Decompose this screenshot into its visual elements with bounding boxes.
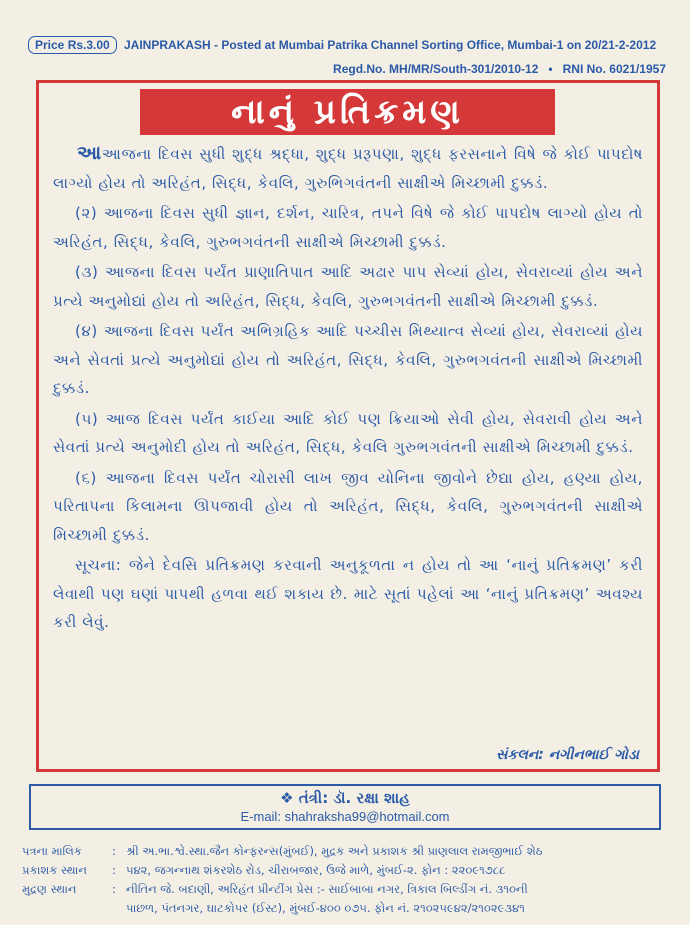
footer-row-printing-place-cont bbox=[22, 899, 672, 918]
drop-cap: આ bbox=[77, 142, 102, 164]
footer-value: પાછળ, પંતનગર, ઘાટકોપર (ઈસ્ટ), મુંબઈ-૪૦૦ ૦૭૫. ફોન નં. ૨૧૦૨૫૯૪૨/૨૧૦૨૯૩૪૧ bbox=[126, 901, 525, 915]
footer-value: શ્રી અ.ભા.શ્વે.સ્થા.જૈન કોન્ફરન્સ(મુંબઈ), મુદ્રક અને પ્રકાશક શ્રી પ્રાણલાલ રામજીભાઈ શેઠ bbox=[126, 844, 543, 858]
masthead bbox=[0, 0, 690, 80]
paragraph-3: (૩) આજના દિવસ પર્યંત પ્રાણાતિપાત આદિ અઢાર પાપ સેવ્યાં હોય, સેવરાવ્યાં હોય અને પ્રત્યે અનુમોદ્યાં હોય તો અરિહંત, સિદ્ધ, કેવલિ, ગુરુભગવંતની સાક્ષીએ મિચ્છામી દુક્કડં. bbox=[53, 263, 643, 310]
footer-label: પત્રના માલિક bbox=[22, 844, 82, 858]
editor-box bbox=[29, 784, 661, 830]
paragraph-6: (૬) આજના દિવસ પર્યંત ચોરાસી લાખ જીવ યોનિના જીવોને છેદ્યા હોય, હણ્યા હોય, પરિતાપના કિલામના ઊપજાવી હોય તો અરિહંત, સિદ્ધ, કેવલિ, ગુરુભગવંતની સાક્ષીએ મિચ્છામી દુક્કડં. bbox=[53, 468, 643, 544]
paragraph-4: (૪) આજના દિવસ પર્યંત અભિગ્રહિક આદિ પચ્ચીસ મિથ્યાત્વ સેવ્યાં હોય, સેવરાવ્યાં હોય અને સેવતાં પ્રત્યે અનુમોદ્યાં હોય તો અરિહંત, સિદ્ધ, કેવલિ, ગુરુભગવંતની સાક્ષીએ મિચ્છામી દુક્કડં. bbox=[53, 322, 643, 397]
editor-email-line bbox=[31, 808, 659, 826]
notice-paragraph: સૂચના: જેને દેવસિ પ્રતિક્રમણ કરવાની અનુકૂળતા ન હોય તો આ ‘નાનું પ્રતિક્રમણ’ કરી લેવાથી પણ ઘણાં પાપથી હળવા થઈ શકાય છે. માટે સૂતાં પહેલાં આ ‘નાનું પ્રતિક્રમણ’ અવશ્ય કરી લેવું. bbox=[53, 556, 643, 631]
paragraph-1 bbox=[53, 139, 643, 197]
page-title: નાનું પ્રતિક્રમણ bbox=[140, 89, 555, 135]
footer-separator: : bbox=[112, 882, 116, 896]
paragraph-2: (૨) આજના દિવસ સુધી જ્ઞાન, દર્શન, ચારિત્ર, તપને વિષે જે કોઈ પાપદોષ લાગ્યો હોય તો અરિહંત, સિદ્ધ, કેવલિ, ગુરુભગવંતની સાક્ષીએ મિચ્છામી દુક્કડં. bbox=[53, 204, 643, 251]
footer-label: પ્રકાશક સ્થાન bbox=[22, 863, 87, 877]
posting-info: JAINPRAKASH - Posted at Mumbai Patrika Channel Sorting Office, Mumbai-1 on 20/21-2-2012 bbox=[124, 38, 657, 52]
footer-separator: : bbox=[112, 863, 116, 877]
price-badge: Price Rs.3.00 bbox=[28, 36, 117, 54]
footer-row-printing-place bbox=[22, 880, 672, 899]
registration-info bbox=[333, 62, 666, 76]
footer-separator: : bbox=[112, 844, 116, 858]
footer-row-owner bbox=[22, 842, 672, 861]
paragraph-5: (૫) આજ દિવસ પર્યંત કાઈયા આદિ કોઈ પણ ક્રિયાઓ સેવી હોય, સેવરાવી હોય અને સેવતાં પ્રત્યે અનુમોદી હોય તો અરિહંત, સિદ્ધ, કેવલિ ગુરુભગવંતની સાક્ષીએ મિચ્છામી દુક્કડં. bbox=[53, 409, 643, 456]
regd-number: Regd.No. MH/MR/South-301/2010-12 bbox=[333, 62, 539, 76]
footer-row-publisher-place bbox=[22, 861, 672, 880]
email-address: shahraksha99@hotmail.com bbox=[284, 809, 450, 824]
article-body bbox=[53, 139, 643, 639]
footer-label: મુદ્રણ સ્થાન bbox=[22, 882, 77, 896]
compiler-credit: સંકલન: નગીનભાઈ ગોડા bbox=[496, 747, 639, 763]
main-content-box bbox=[36, 80, 660, 772]
footer-value: નીતિન જે. બદાણી, અરિહંત પ્રીન્ટીંગ પ્રેસ :- સાઈબાબા નગર, ત્રિકાલ બિલ્ડીંગ નં. ૩૧૦ની bbox=[126, 882, 528, 896]
rni-number: RNI No. 6021/1957 bbox=[562, 62, 666, 76]
paragraph-text: આજના દિવસ સુધી શુદ્ધ શ્રદ્ધા, શુદ્ધ પ્રરૂપણા, શુદ્ધ ફરસનાને વિષે જે કોઈ પાપદોષ લાગ્યો હોય તો અરિહંત, સિદ્ધ, કેવલિ, ગુરુભિગવંતની સાક્ષીએ મિચ્છામી દુક્કડં. bbox=[53, 145, 643, 192]
footer-value: ૫૪૨, જગન્નાથ શંકરશેઠ રોડ, ચીરાબજાર, ઉજે માળે, મુંબઈ-૨. ફોન : ૨૨૦૯૧૭૮૮ bbox=[126, 863, 506, 877]
editor-name: ❖ તંત્રી: ડૉ. રક્ષા શાહ bbox=[280, 789, 410, 807]
email-label: E-mail: bbox=[240, 809, 281, 824]
publisher-footer bbox=[22, 842, 672, 918]
bullet-separator: • bbox=[548, 62, 553, 76]
